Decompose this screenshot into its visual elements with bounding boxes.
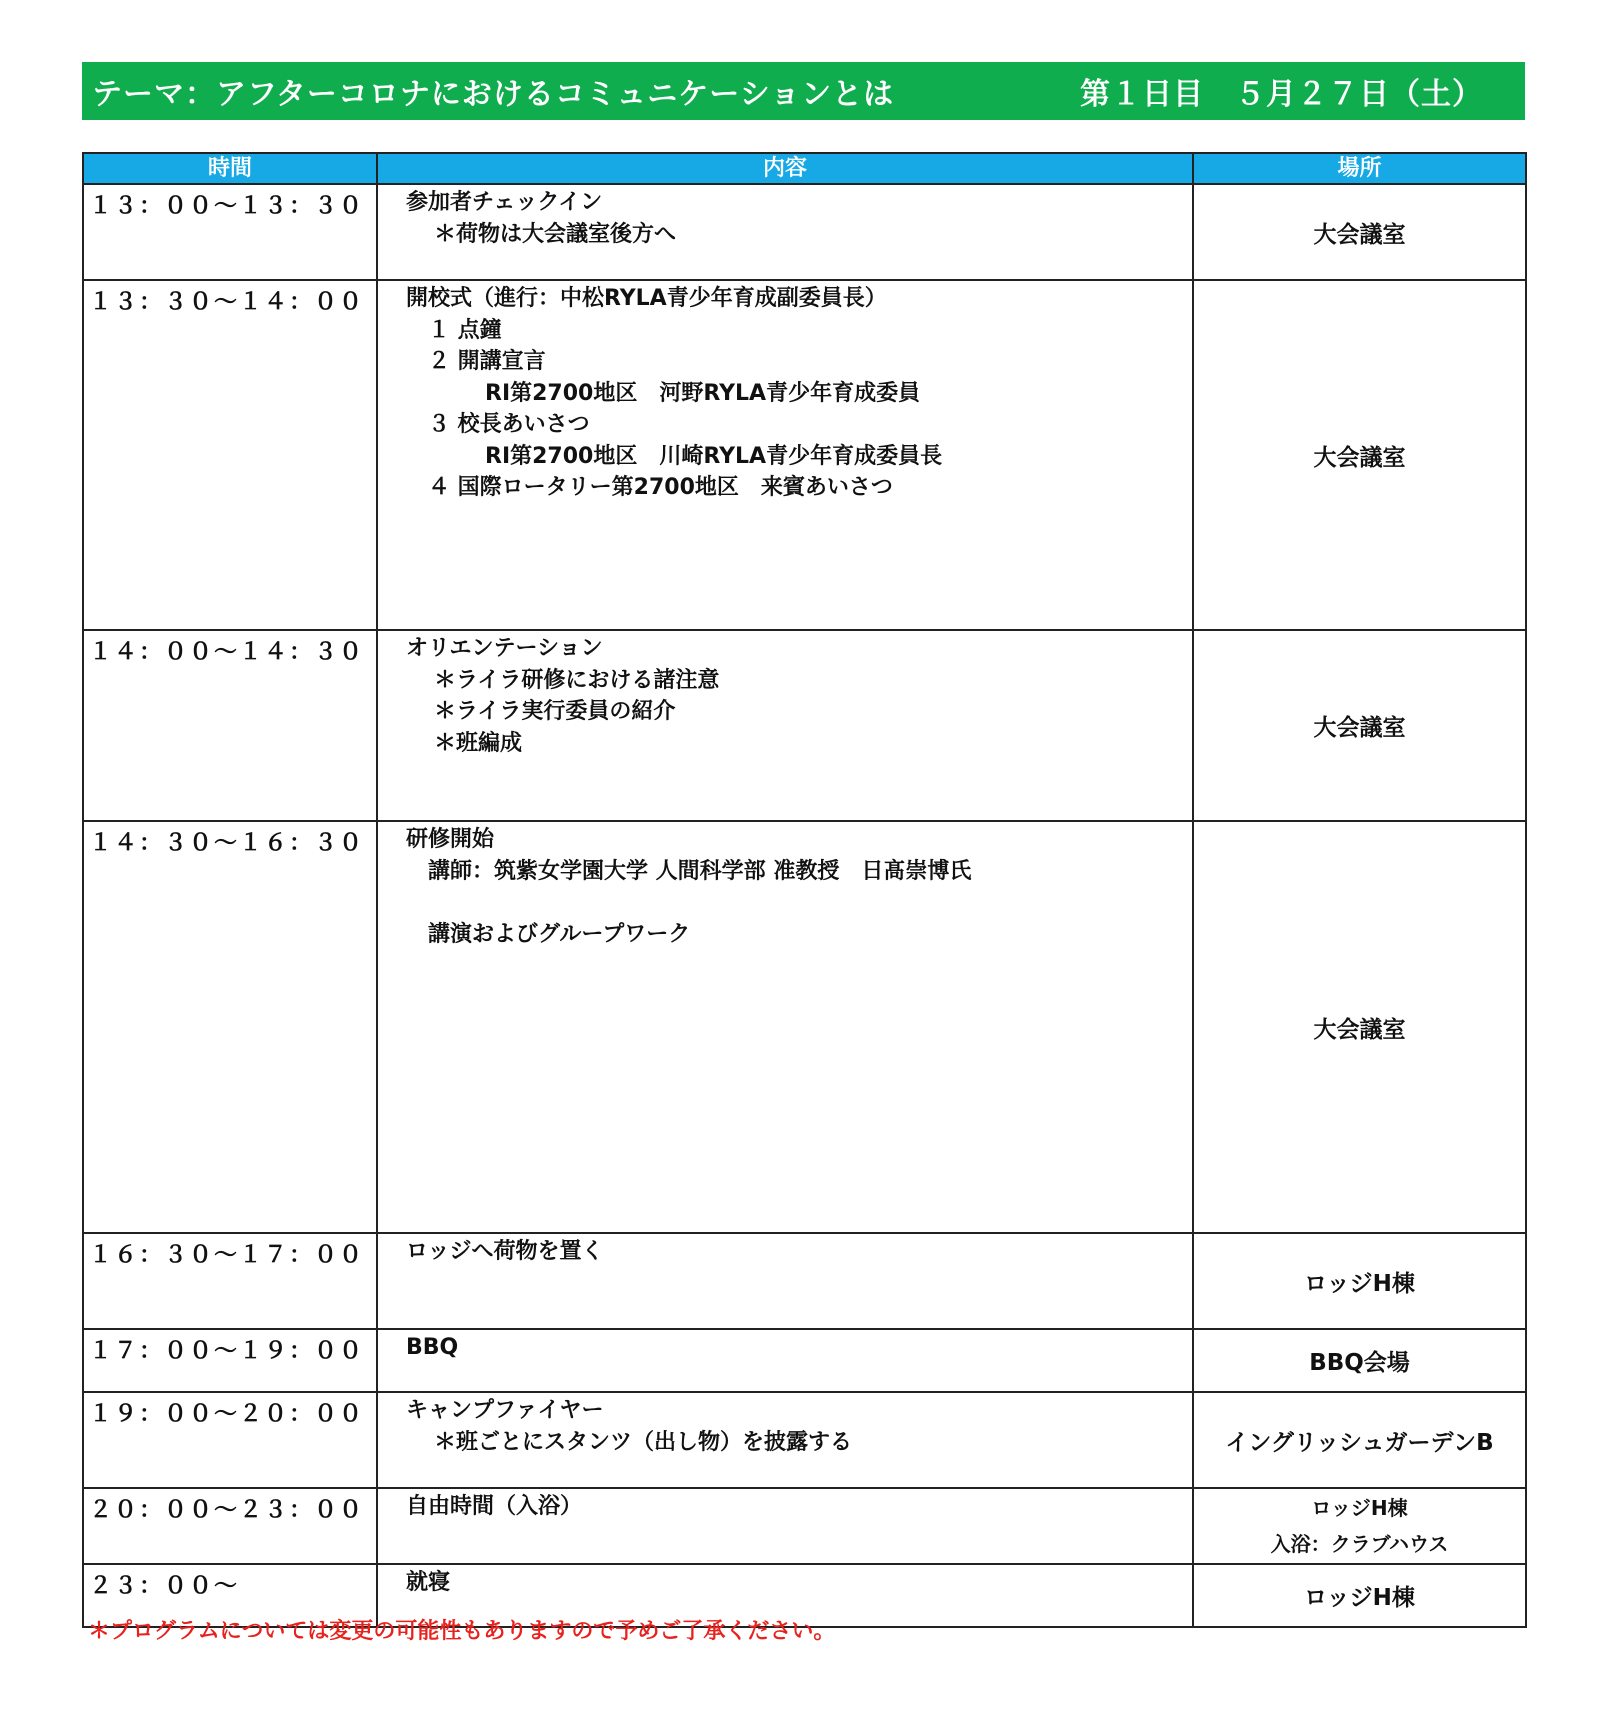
table-row (83, 280, 1526, 630)
content-line: RI第2700地区 川崎RYLA青少年育成委員長 (485, 443, 943, 469)
table-row (83, 630, 1526, 821)
content-line: ４ 国際ロータリー第2700地区 来賓あいさつ (428, 475, 893, 500)
content-line: BBQ (406, 1335, 459, 1360)
content-line: ロッジへ荷物を置く (406, 1239, 604, 1264)
content-line: ＊ライラ研修における諸注意 (434, 667, 720, 693)
content-line: ＊班ごとにスタンツ（出し物）を披露する (434, 1429, 853, 1455)
row-time: １７：００～１９：００ (83, 1329, 377, 1392)
content-line: RI第2700地区 河野RYLA青少年育成委員 (485, 380, 921, 406)
content-line: 参加者チェックイン (406, 190, 603, 215)
content-line: 研修開始 (406, 827, 495, 852)
program-change-note: ＊プログラムについては変更の可能性もありますので予めご了承ください。 (88, 1619, 836, 1644)
row-time: １４：３０～１６：３０ (83, 821, 377, 1233)
place-line: 入浴：クラブハウス (1270, 1532, 1449, 1556)
row-content (377, 1392, 1193, 1488)
place-line: ロッジH棟 (1311, 1496, 1408, 1520)
row-time: １６：３０～１７：００ (83, 1233, 377, 1329)
row-place (1193, 1488, 1526, 1564)
theme-banner (82, 62, 1525, 120)
table-row (83, 184, 1526, 280)
header-time: 時間 (83, 153, 377, 184)
row-content (377, 184, 1193, 280)
row-time: １４：００～１４：３０ (83, 630, 377, 821)
row-time: ２０：００～２３：００ (83, 1488, 377, 1564)
table-row (83, 821, 1526, 1233)
row-place: 大会議室 (1193, 821, 1526, 1233)
table-row (83, 1329, 1526, 1392)
row-time: １３：３０～１４：００ (83, 280, 377, 630)
content-line: 開校式（進行：中松RYLA青少年育成副委員長） (406, 286, 887, 311)
row-content (377, 1233, 1193, 1329)
content-line: ３ 校長あいさつ (428, 412, 590, 437)
schedule-table (82, 152, 1527, 1628)
content-line: 自由時間（入浴） (406, 1494, 583, 1519)
content-line: 就寝 (406, 1570, 451, 1595)
row-place: ロッジH棟 (1193, 1233, 1526, 1329)
blank-line (406, 887, 1192, 919)
row-time: ２３：００～ (83, 1564, 377, 1627)
content-line: 講演およびグループワーク (428, 921, 691, 947)
row-place: BBQ会場 (1193, 1329, 1526, 1392)
row-place: イングリッシュガーデンB (1193, 1392, 1526, 1488)
content-line: オリエンテーション (406, 636, 603, 661)
content-line: ＊班編成 (434, 730, 523, 756)
row-place: ロッジH棟 (1193, 1564, 1526, 1627)
content-line: ２ 開講宣言 (428, 349, 546, 374)
row-time: １３：００～１３：３０ (83, 184, 377, 280)
row-content (377, 630, 1193, 821)
content-line: １ 点鐘 (428, 317, 502, 343)
row-content (377, 821, 1193, 1233)
row-content (377, 1488, 1193, 1564)
table-header-row (83, 153, 1526, 184)
row-place: 大会議室 (1193, 280, 1526, 630)
header-content: 内容 (377, 153, 1193, 184)
row-place: 大会議室 (1193, 184, 1526, 280)
day-date: 第１日目 ５月２７日（土） (1080, 77, 1483, 112)
row-content (377, 1329, 1193, 1392)
table-row (83, 1233, 1526, 1329)
header-place: 場所 (1193, 153, 1526, 184)
content-line: キャンプファイヤー (406, 1398, 604, 1423)
table-row (83, 1392, 1526, 1488)
content-line: ＊荷物は大会議室後方へ (434, 221, 677, 247)
row-content (377, 280, 1193, 630)
content-line: 講師：筑紫女学園大学 人間科学部 准教授 日髙崇博氏 (428, 858, 972, 884)
theme-title: テーマ：アフターコロナにおけるコミュニケーションとは (92, 77, 895, 112)
content-line: ＊ライラ実行委員の紹介 (434, 699, 676, 724)
row-place: 大会議室 (1193, 630, 1526, 821)
row-time: １９：００～２０：００ (83, 1392, 377, 1488)
table-row (83, 1488, 1526, 1564)
